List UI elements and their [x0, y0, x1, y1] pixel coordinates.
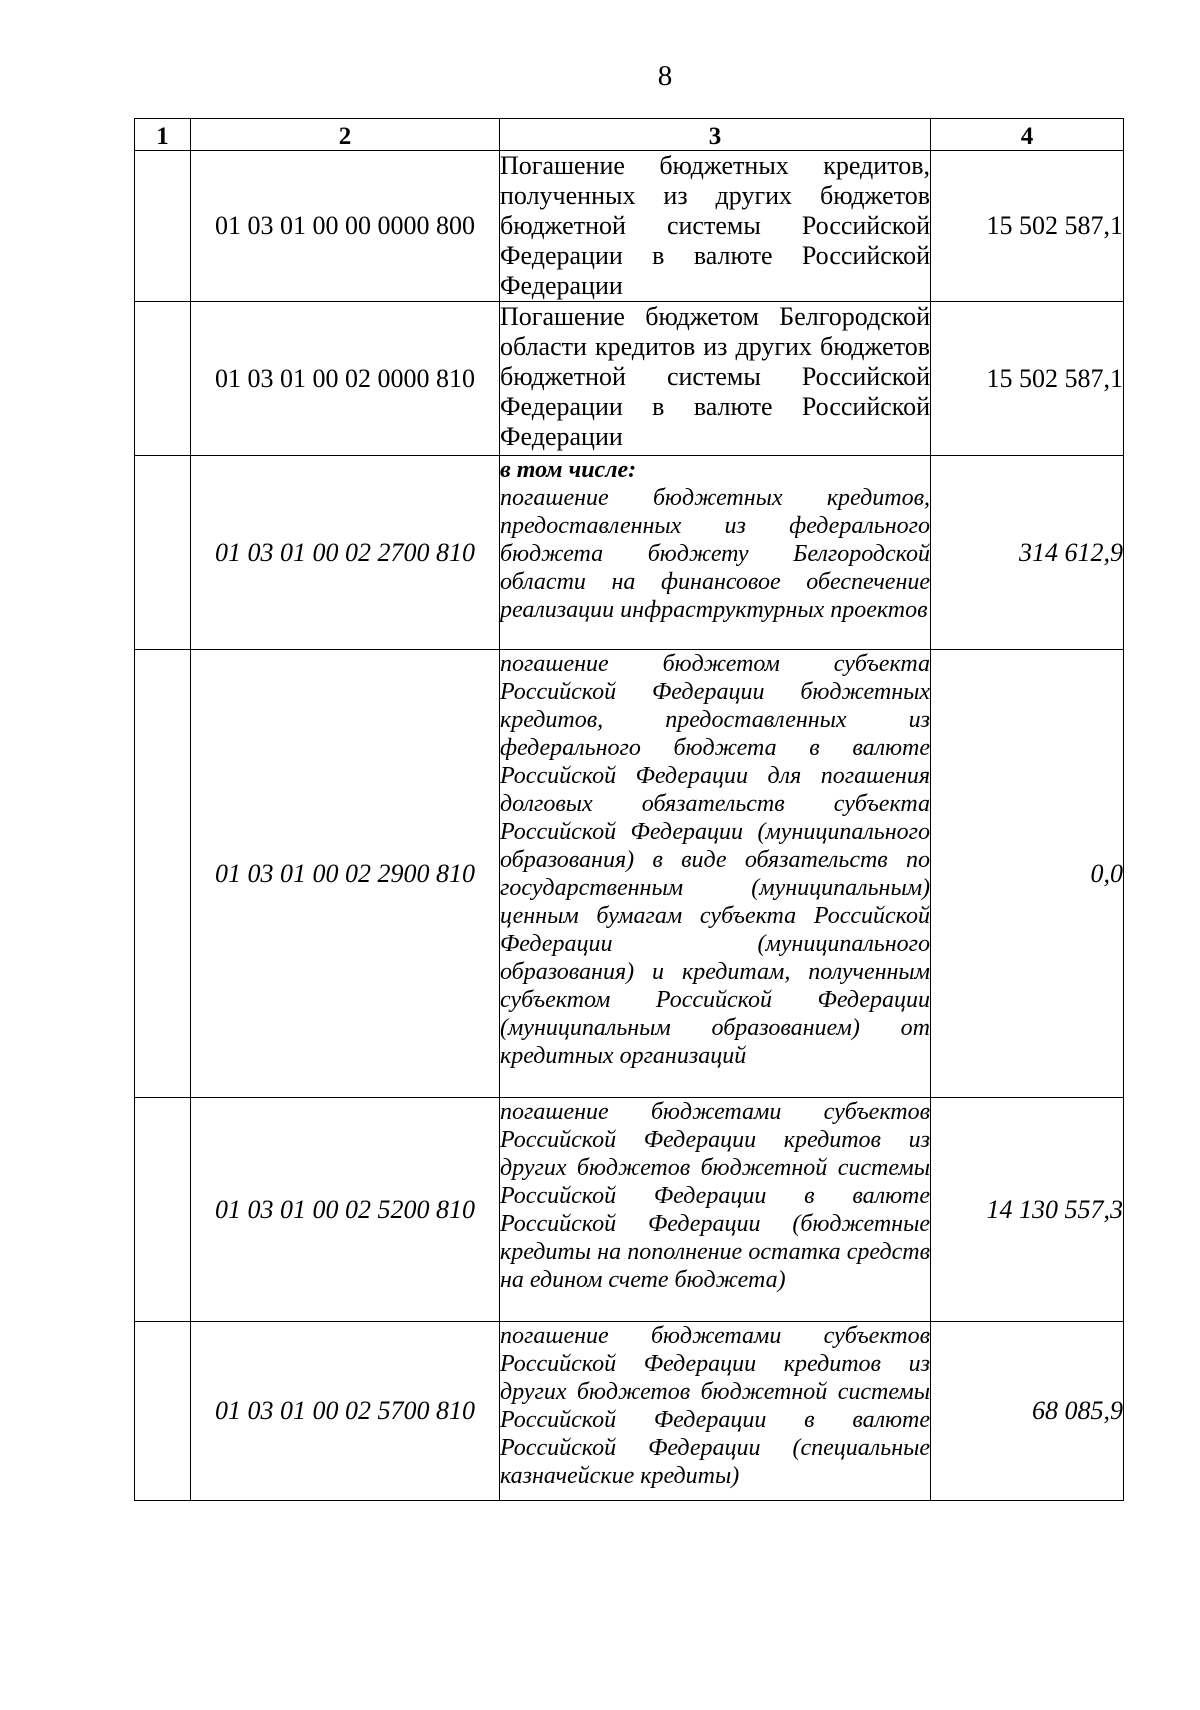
budget-item-name: Погашение бюджетных кредитов, полученных из других бюджетов бюджетной системы Российской Федерации в валюте Российской Федерации: [500, 151, 930, 300]
row-number-cell: [135, 456, 191, 650]
table-row: [135, 151, 1124, 302]
budget-item-name: погашение бюджетами субъектов Российской Федерации кредитов из других бюджетов бюджетной системы Российской Федерации в валюте Российской Федерации (бюджетные кредиты на пополнение остатка средств на едином счете бюджета): [500, 1098, 931, 1322]
header-col-1: 1: [135, 119, 191, 151]
header-col-3: 3: [500, 119, 931, 151]
row-number-cell: [135, 650, 191, 1098]
budget-item-name: Погашение бюджетом Белгородской области кредитов из других бюджетов бюджетной системы Российской Федерации в валюте Российской Федерации: [500, 302, 931, 456]
including-label: в том числе:: [500, 457, 637, 483]
row-number-cell: [135, 1098, 191, 1322]
budget-code: 01 03 01 00 00 0000 800: [191, 151, 500, 302]
table-row: [135, 650, 1124, 1098]
table-row: [135, 1098, 1124, 1322]
budget-item-name: погашение бюджетами субъектов Российской Федерации кредитов из других бюджетов бюджетной системы Российской Федерации в валюте Российской Федерации (специальные казначейские кредиты): [500, 1322, 931, 1501]
row-number-cell: [135, 1322, 191, 1501]
row-number-cell: [135, 302, 191, 456]
budget-code: 01 03 01 00 02 0000 810: [191, 302, 500, 456]
budget-code: 01 03 01 00 02 5700 810: [191, 1322, 500, 1501]
header-col-4: 4: [931, 119, 1124, 151]
amount: 68 085,9: [931, 1322, 1124, 1501]
header-row: [135, 119, 1124, 151]
amount: 15 502 587,1: [931, 302, 1124, 456]
budget-code: 01 03 01 00 02 2700 810: [191, 456, 500, 650]
table-row: [135, 1322, 1124, 1501]
amount: 14 130 557,3: [931, 1098, 1124, 1322]
header-col-2: 2: [191, 119, 500, 151]
budget-code: 01 03 01 00 02 5200 810: [191, 1098, 500, 1322]
budget-table: [134, 118, 1124, 1501]
page-number: 8: [657, 60, 673, 92]
amount: 15 502 587,1: [931, 151, 1124, 302]
row-number-cell: [135, 151, 191, 302]
budget-item-cell: [500, 456, 931, 650]
table-row: [135, 456, 1124, 650]
table-row: [135, 302, 1124, 456]
budget-item-name: погашение бюджетных кредитов, предоставленных из федерального бюджета бюджету Белгородской области на финансовое обеспечение реализации инфраструктурных проектов: [500, 485, 930, 623]
amount: 314 612,9: [931, 456, 1124, 650]
budget-code: 01 03 01 00 02 2900 810: [191, 650, 500, 1098]
budget-item-name: погашение бюджетом субъекта Российской Федерации бюджетных кредитов, предоставленных из федерального бюджета в валюте Российской Федерации для погашения долговых обязательств субъекта Российской Федерации (муниципального образования) в виде обязательств по государственным (муниципальным) ценным бумагам субъекта Российской Федерации (муниципального образования) и кредитам, полученным субъектом Российской Федерации (муниципальным образованием) от кредитных организаций: [500, 650, 931, 1098]
amount: 0,0: [931, 650, 1124, 1098]
